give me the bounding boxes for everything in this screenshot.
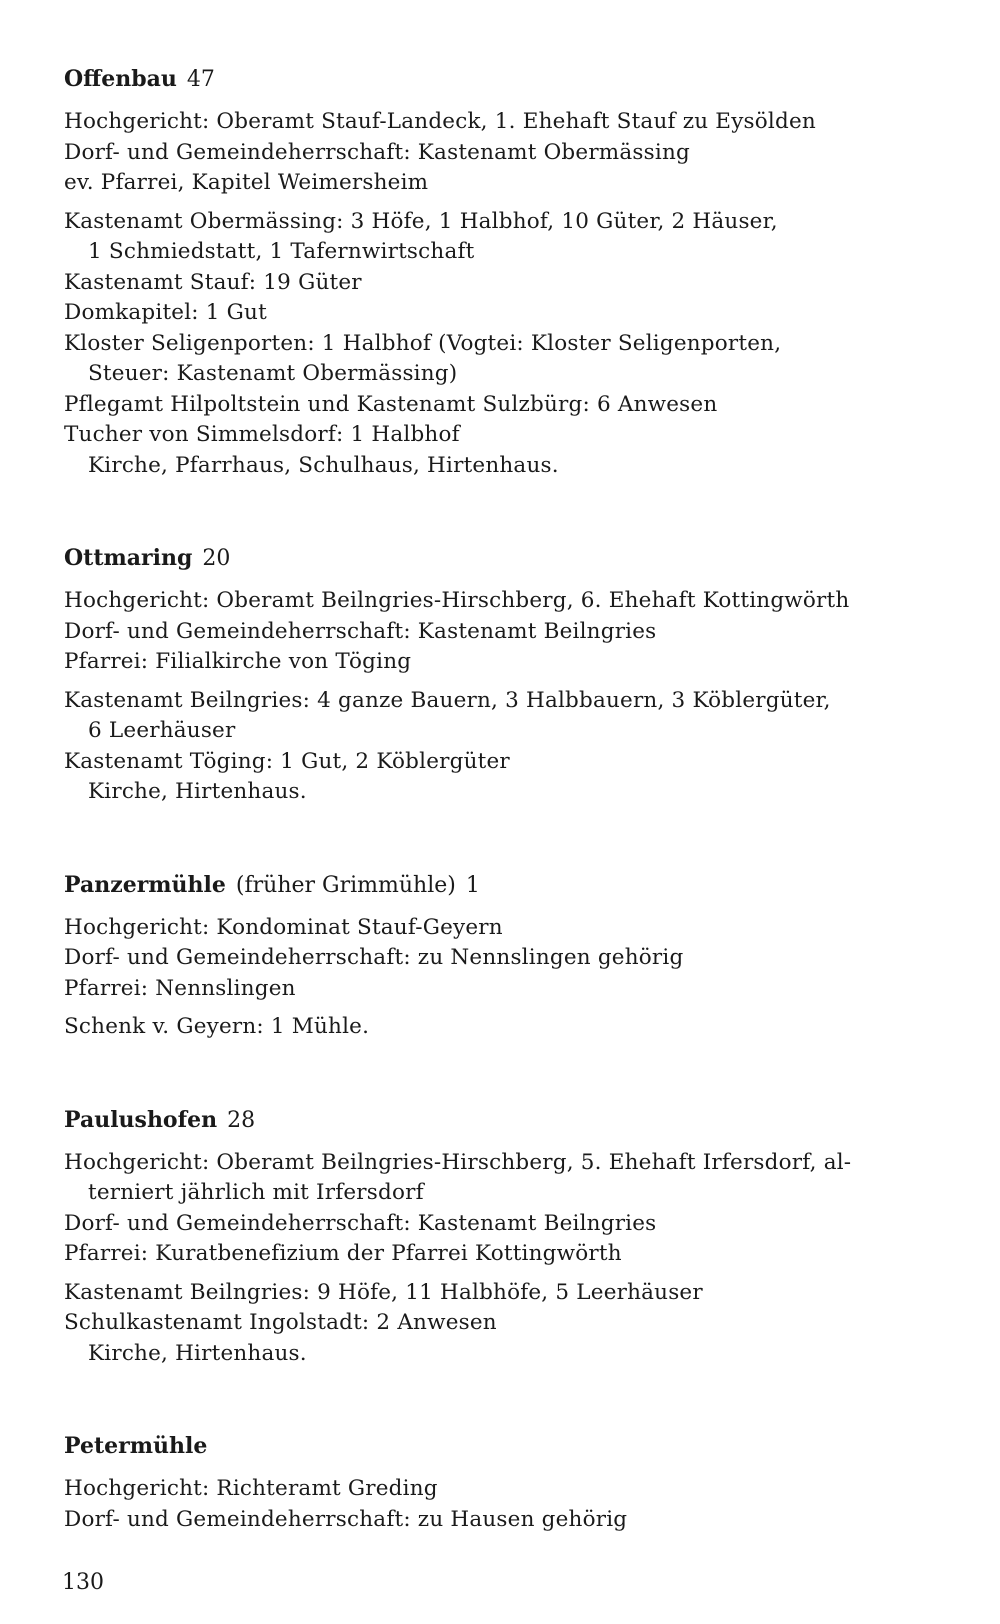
household-count: 20 (202, 546, 231, 571)
entry-line: Kastenamt Obermässing: 3 Höfe, 1 Halbhof, 10 Güter, 2 Häuser, (64, 208, 778, 234)
entry-line: Dorf- und Gemeindeherrschaft: Kastenamt Obermässing (64, 139, 690, 165)
household-count: 28 (227, 1107, 256, 1133)
entry-line: Domkapitel: 1 Gut (64, 300, 267, 325)
place-name: Petermühle (64, 1433, 208, 1459)
entry-line: Dorf- und Gemeindeherrschaft: Kastenamt Beilngries (64, 618, 657, 644)
household-count: 1 (465, 872, 480, 898)
entry-lines (64, 913, 944, 1043)
entry-line: Hochgericht: Richteramt Greding (64, 1476, 438, 1501)
entry-line: Dorf- und Gemeindeherrschaft: Kastenamt Beilngries (64, 1210, 657, 1236)
entry-lines (64, 586, 944, 808)
entry-line: Schenk v. Geyern: 1 Mühle. (64, 1014, 370, 1039)
entry-line-continuation: Kirche, Hirtenhaus. (88, 1340, 307, 1366)
entry-line: Kastenamt Töging: 1 Gut, 2 Köblergüter (64, 748, 510, 774)
entry-panzermuehle (64, 868, 944, 1043)
entry-line: Hochgericht: Oberamt Beilngries-Hirschberg, 5. Ehehaft Irfersdorf, al- (64, 1149, 852, 1175)
entry-line: ev. Pfarrei, Kapitel Weimersheim (64, 170, 429, 195)
entry-lines (64, 107, 944, 481)
household-count: 47 (186, 67, 215, 92)
entry-ottmaring (64, 541, 944, 808)
entry-line-continuation: 1 Schmiedstatt, 1 Tafernwirtschaft (88, 239, 475, 264)
entry-line: Pfarrei: Filialkirche von Töging (64, 649, 412, 674)
place-name: Ottmaring (64, 545, 193, 571)
entry-lines (64, 1474, 944, 1535)
entry-line: Pflegamt Hilpoltstein und Kastenamt Sulzbürg: 6 Anwesen (64, 391, 718, 417)
entry-petermuehle (64, 1429, 944, 1535)
entry-line: Kastenamt Beilngries: 9 Höfe, 11 Halbhöfe, 5 Leerhäuser (64, 1279, 703, 1305)
page-number: 130 (62, 1570, 104, 1595)
entry-line: Tucher von Simmelsdorf: 1 Halbhof (64, 422, 460, 447)
entry-line: Schulkastenamt Ingolstadt: 2 Anwesen (64, 1310, 497, 1335)
entry-line: Kloster Seligenporten: 1 Halbhof (Vogtei: Kloster Seligenporten, (64, 330, 782, 356)
entry-line-continuation: terniert jährlich mit Irfersdorf (88, 1180, 424, 1205)
entry-line-continuation: Kirche, Hirtenhaus. (88, 779, 307, 804)
entry-line-continuation: Kirche, Pfarrhaus, Schulhaus, Hirtenhaus. (88, 452, 559, 478)
entry-line-continuation: Steuer: Kastenamt Obermässing) (88, 361, 458, 386)
entry-line-continuation: 6 Leerhäuser (88, 718, 236, 743)
entry-line: Dorf- und Gemeindeherrschaft: zu Nennslingen gehörig (64, 945, 684, 970)
entry-line: Kastenamt Beilngries: 4 ganze Bauern, 3 Halbbauern, 3 Köblergüter, (64, 687, 831, 713)
entry-line: Kastenamt Stauf: 19 Güter (64, 269, 362, 295)
entry-paulushofen (64, 1103, 944, 1370)
place-name: Offenbau (64, 66, 177, 92)
entry-line: Pfarrei: Nennslingen (64, 975, 296, 1001)
entry-heading (64, 541, 944, 576)
place-note: (früher Grimmühle) (235, 872, 456, 898)
entry-line: Dorf- und Gemeindeherrschaft: zu Hausen gehörig (64, 1506, 628, 1532)
place-name: Paulushofen (64, 1106, 218, 1133)
entry-lines (64, 1148, 944, 1370)
entry-heading (64, 1429, 944, 1464)
place-name: Panzermühle (64, 871, 226, 898)
entry-line: Hochgericht: Kondominat Stauf-Geyern (64, 914, 503, 940)
entry-line: Hochgericht: Oberamt Beilngries-Hirschberg, 6. Ehehaft Kottingwörth (64, 588, 850, 613)
entry-offenbau (64, 62, 944, 481)
book-page (64, 62, 944, 1595)
entry-heading (64, 62, 944, 97)
entry-heading (64, 1103, 944, 1138)
entry-heading (64, 868, 944, 903)
entry-line: Pfarrei: Kuratbenefizium der Pfarrei Kottingwörth (64, 1241, 622, 1266)
entry-line: Hochgericht: Oberamt Stauf-Landeck, 1. Ehehaft Stauf zu Eysölden (64, 109, 816, 134)
